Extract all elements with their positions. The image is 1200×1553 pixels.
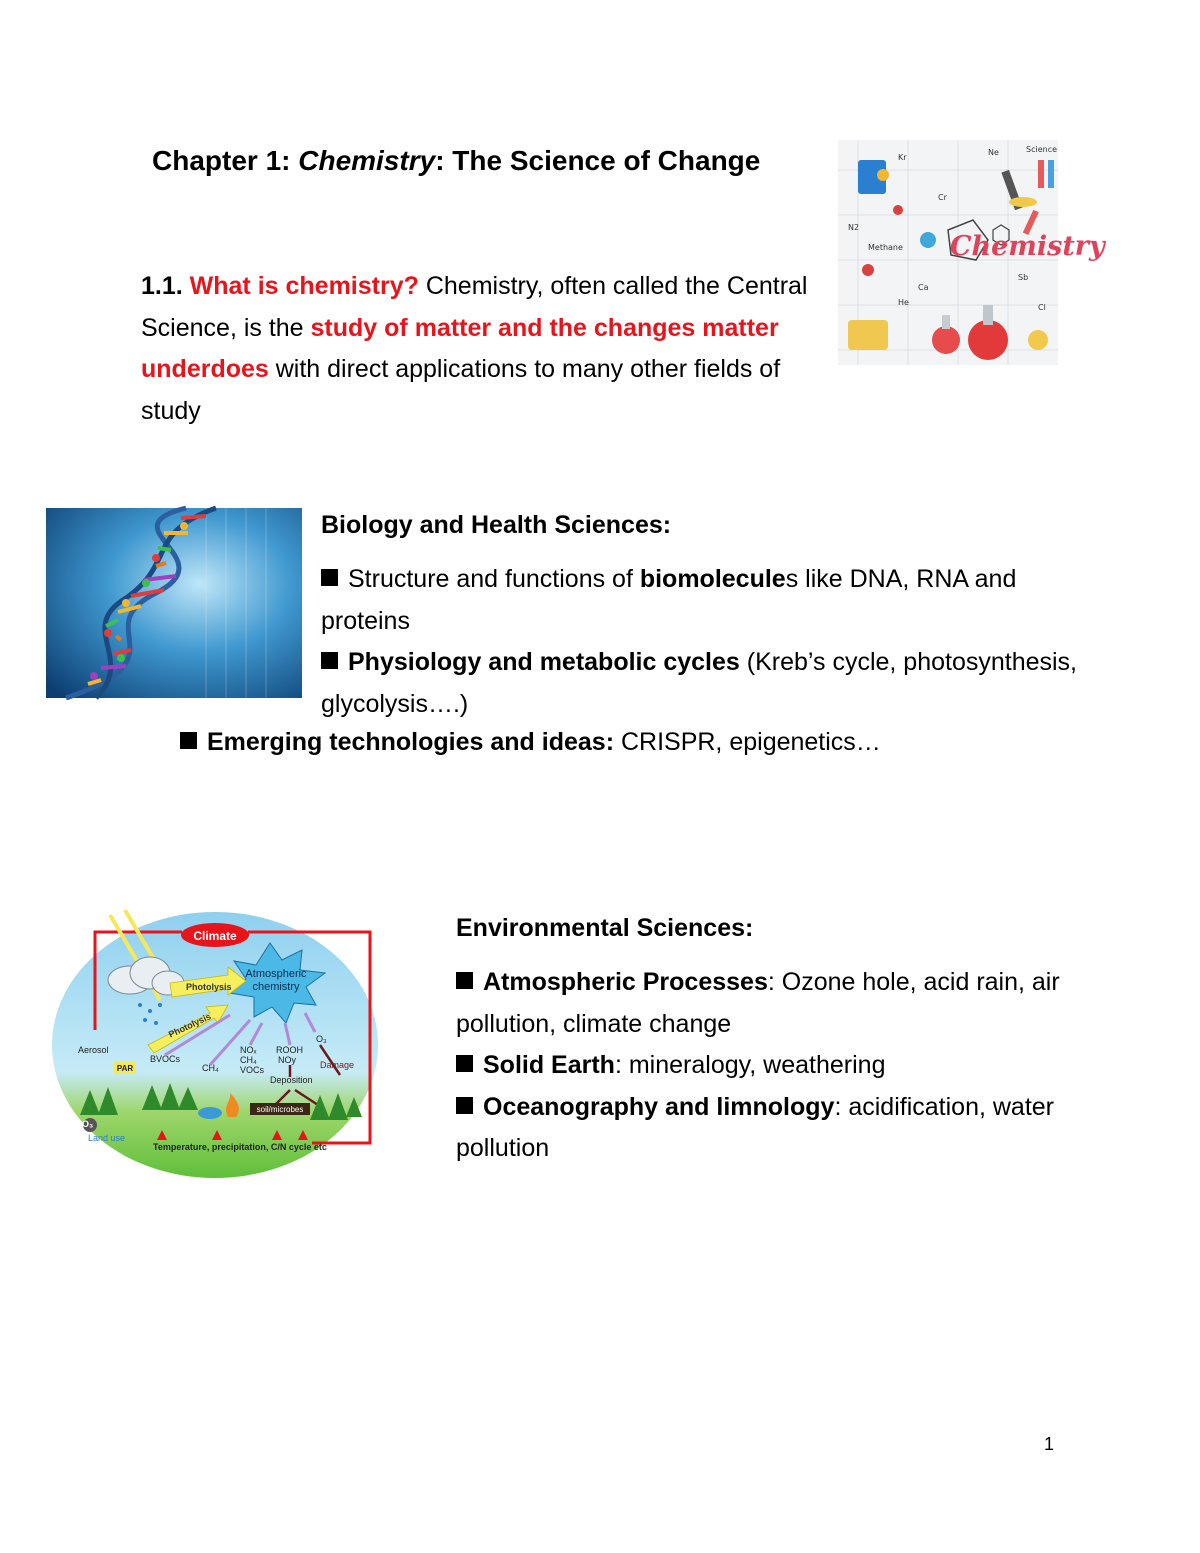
svg-text:Cl: Cl [1038, 303, 1046, 312]
diagram-atmospheric-label: Atmospheric [245, 968, 307, 980]
diagram-damage-label: Damage [320, 1060, 355, 1070]
square-bullet-icon [456, 972, 473, 989]
diagram-o3-label: O₃ [316, 1034, 327, 1044]
svg-text:Sb: Sb [1018, 273, 1029, 282]
bio-item2-bold: Physiology and metabolic cycles [348, 648, 740, 676]
svg-text:Ne: Ne [988, 148, 999, 157]
title-prefix: Chapter 1: [152, 145, 299, 176]
square-bullet-icon [321, 569, 338, 586]
intro-question: What is chemistry? [189, 272, 419, 300]
bio-item1-pre: Structure and functions of [348, 565, 640, 593]
diagram-rooh-label: ROOH [276, 1045, 303, 1055]
biology-section [321, 505, 1081, 725]
biology-heading: Biology and Health Sciences: [321, 511, 672, 539]
biology-item-3 [180, 728, 1040, 757]
chapter-title [152, 145, 822, 177]
environment-item-3 [456, 1087, 1096, 1170]
diagram-nox-label: NOₓ [240, 1045, 257, 1055]
diagram-o3b-label: O₃ [82, 1119, 94, 1129]
env-item1-post: : Ozone hole, acid rain, air pollution, climate change [456, 968, 1060, 1038]
square-bullet-icon [456, 1055, 473, 1072]
env-item3-bold: Oceanography and limnology [483, 1092, 835, 1121]
bio-item3-bold: Emerging technologies and ideas: [207, 728, 615, 756]
biology-item-2 [321, 642, 1081, 725]
diagram-ch4-label: CH₄ [202, 1063, 219, 1073]
chemistry-doodle-image [838, 140, 1105, 365]
environment-item-2 [456, 1045, 1096, 1087]
diagram-photolysis-label: Photolysis [186, 982, 232, 992]
dna-image [46, 508, 302, 698]
diagram-landuse-label: Land use [88, 1133, 126, 1143]
intro-paragraph [141, 266, 821, 432]
svg-text:Methane: Methane [868, 243, 903, 252]
svg-text:N2: N2 [848, 223, 860, 232]
diagram-bottom-label: Temperature, precipitation, C/N cycle etc [153, 1142, 327, 1152]
diagram-chemistry-label: chemistry [252, 981, 300, 993]
square-bullet-icon [180, 732, 197, 749]
environment-item-1 [456, 962, 1096, 1045]
environment-heading: Environmental Sciences: [456, 914, 754, 942]
diagram-bvocs-label: BVOCs [150, 1054, 181, 1064]
diagram-ch4b-label: CH₄ [240, 1055, 257, 1065]
svg-text:Ca: Ca [918, 283, 929, 292]
bio-item3-post: CRISPR, epigenetics… [614, 728, 881, 756]
diagram-vocs-label: VOCs [240, 1065, 265, 1075]
bio-item1-bold: biomolecule [639, 565, 786, 593]
diagram-deposition-label: Deposition [270, 1075, 313, 1085]
diagram-photolysis2-label: Photolysis [167, 1011, 213, 1040]
svg-text:Kr: Kr [898, 153, 907, 162]
env-item2-post: : mineralogy, weathering [614, 1051, 886, 1079]
intro-text-2: with direct applications to many other fields of study [141, 355, 781, 425]
page-number: 1 [1044, 1434, 1055, 1454]
bio-item2-post: (Kreb’s cycle, photosynthesis, glycolysis….) [321, 648, 1078, 718]
intro-highlight: study of matter and the changes matter underdoes [141, 313, 779, 383]
diagram-climate-label: Climate [193, 929, 237, 943]
environment-section [456, 908, 1096, 1170]
diagram-aerosol-label: Aerosol [78, 1045, 109, 1055]
svg-text:Cr: Cr [938, 193, 947, 202]
diagram-noy-label: NOy [278, 1055, 296, 1065]
bio-item1-post: s like DNA, RNA and proteins [321, 565, 1017, 635]
section-number: 1.1. [141, 272, 190, 300]
env-item2-bold: Solid Earth [483, 1051, 615, 1079]
title-italic: Chemistry [298, 145, 436, 176]
env-item3-post: : acidification, water pollution [456, 1092, 1054, 1162]
square-bullet-icon [456, 1097, 473, 1114]
intro-text-1: Chemistry, often called the Central Science, is the [141, 272, 808, 342]
env-item1-bold: Atmospheric Processes [483, 968, 768, 996]
square-bullet-icon [321, 652, 338, 669]
diagram-par-label: PAR [116, 1064, 134, 1073]
svg-text:He: He [898, 298, 909, 307]
biology-item-1 [321, 559, 1081, 642]
environment-diagram [50, 905, 380, 1180]
chemistry-word: Chemistry [950, 231, 1105, 262]
title-suffix: : The Science of Change [435, 145, 761, 176]
svg-text:Science: Science [1026, 145, 1058, 154]
diagram-soil-label: soil/microbes [256, 1105, 304, 1114]
